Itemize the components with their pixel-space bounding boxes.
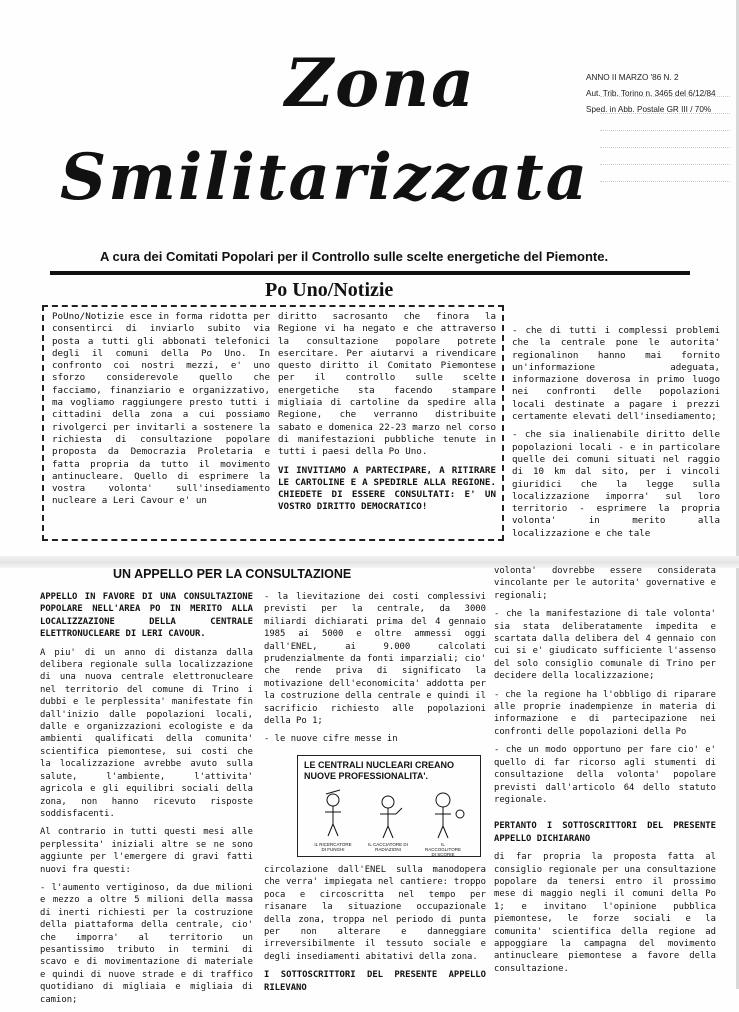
masthead-tagline: A cura dei Comitati Popolari per il Controllo sulle scelte energetiche del Piemonte.	[100, 249, 609, 264]
cartoon-caption: LE CENTRALI NUCLEARI CREANO NUOVE PROFESSIONALITA'.	[304, 760, 454, 781]
cartoon-label-2: IL CACCIATORE DI RADIAZIONI	[368, 842, 408, 852]
masthead-title-smilitarizzata: Smilitarizzata	[60, 140, 590, 215]
cartoon-label-3: IL RACCOGLITORE DI SCORIE	[425, 842, 461, 857]
right-top-col	[512, 325, 720, 546]
appeal-col-1-p1: A piu' di un anno di distanza dalla delibera regionale sulla localizzazione di una nuova centrale elettronucleare nel territorio del comune di Trino i dubbi e le perplessita' manifestate fin dall'inizio dalle popolazioni locali, dalle e organizzazioni ecologiste e da ambienti qualificati della comunita' scientifica piemontese, sui costi che la localizzazione avrebbe avuto sulla salute, l'ambiente, l'attivita' agricola e gli equilibri sociali della zona, non hanno ricevuto risposte soddisfacenti.	[40, 647, 253, 819]
appeal-col-2-bottom	[264, 864, 486, 1000]
cartoon-illustration	[297, 755, 481, 857]
notice-col-2-callout: VI INVITIAMO A PARTECIPARE, A RITIRARE LE CARTOLINE E A SPEDIRLE ALLA REGIONE. CHIEDETE DI ESSERE CONSULTATI: E' UN VOSTRO DIRITTO DEMOCRATICO!	[278, 464, 496, 513]
appeal-col-3-p5: di far propria la proposta fatta al consiglio regionale per una consultazione popolare da tenersi entro il prossimo mese di maggio negli il comuni della Po 1; e invitano l'opinione pubblica piemontese, le forze sociali e la comunita' scientifica della regione ad appoggiare la campagna del movimento antinucleare piemontese a favore della consultazione.	[494, 852, 716, 974]
cartoon-figures	[298, 756, 480, 856]
appeal-col-3	[494, 565, 716, 981]
appeal-col-3-p2: - che la regione ha l'obbligo di riparare alle proprie inadempienze in materia di informazione e di partecipazione nei confronti delle popolazioni della Po	[494, 689, 716, 737]
notice-col-2-text: diritto sacrosanto che finora la Regione vi ha negato e che attraverso la consultazione popolare potrete esercitare. Per aiutarvi a rivendicare questo diritto il Comitato Piemontese per il controllo sulle scelte energetiche sta facendo stampare migliaia di cartoline da spedire alla Regione, che verranno distribuite sabato e domenica 22-23 marzo nel corso di manifestazioni pubbliche tenute in tutti i paesi della Po Uno.	[278, 311, 496, 458]
appeal-col-2-p2: - le nuove cifre messe in	[264, 734, 398, 745]
issue-info	[586, 70, 716, 118]
figure-2	[380, 796, 402, 838]
figure-3	[435, 793, 464, 838]
notice-col-1	[52, 311, 270, 514]
appeal-col-3-p4: PERTANTO I SOTTOSCRITTORI DEL PRESENTE APPELLO DICHIARANO	[494, 821, 716, 844]
issue-postal: Sped. in Abb. Postale GR III / 70%	[586, 105, 712, 114]
appeal-col-3-p3: - che un modo opportuno per fare cio' e' quello di far ricorso agli stumenti di consultazione della volonta' popolare previsti dall'articolo 64 dello statuto regionale.	[494, 745, 716, 805]
issue-authorization: Aut. Trib. Torino n. 3465 del 6/12/84	[586, 89, 716, 98]
appeal-col-2-p3: circolazione dall'ENEL sulla manodopera che verra' impiegata nel cantiere: troppo poca e circoscritta nel tempo per risanare la situazione occupazionale della zona, troppa nel periodo di punta per non alterare e danneggiare irreversibilmente il tessuto sociale e degli insediamenti abitativi della zona.	[264, 865, 486, 962]
appeal-col-1-p3: - l'aumento vertiginoso, da due milioni e mezzo a oltre 5 milioni della massa di inerti richiesti per la costruzione della piattaforma della centrale, cio' che imporra' al territorio un pesantissimo tributo in termini di scavo e di movimentazione di materiale e quindi di nuove strade e di traffico quotidiano di migliaia e migliaia di camion;	[40, 882, 253, 1005]
section-title: Po Uno/Notizie	[265, 279, 394, 301]
appeal-heading: UN APPELLO PER LA CONSULTAZIONE	[113, 567, 352, 581]
cartoon-label-1: IL RICERCATORE DI FUNGHI	[314, 842, 352, 852]
appeal-col-2	[264, 591, 486, 752]
figure-1	[325, 790, 341, 836]
notice-col-1-text: PoUno/Notizie esce in forma ridotta per consentirci di inviarlo subito via posta a tutti gli abbonati telefonici degli il comuni della Po Uno. In confronto coi nostri mezzi, e' uno sforzo considerevole quello che facciamo, finanziario e organizzativo, ma vogliamo raggiungere presto tutti i cittadini della zona a cui possiamo rivolgerci per invitarli a sostenere la richiesta di consultazione popolare proposta da Democrazia Proletaria e fatta propria da tutto il movimento antinucleare. Quello di esprimere la vostra volonta' sull'insediamento nucleare a Leri Cavour e' un	[52, 311, 270, 507]
right-top-p1: - che di tutti i complessi problemi che la centrale pone le autorita' regionalinon hanno mai fornito un'informazione adeguata, informazione doverosa in primo luogo nei confronti delle popolazioni locali destinate a pagare i prezzi certamente elevati dell'insediamento;	[512, 325, 720, 423]
appeal-col-1	[40, 591, 253, 1012]
masthead-rule	[50, 271, 690, 275]
appeal-col-2-p1: - la lievitazione dei costi complessivi previsti per la centrale, da 3000 miliardi dichiarati prima del 4 gennaio 1985 ai 5000 e oltre ammessi oggi dall'ENEL, ai 9.000 calcolati prudenzialmente da fonti imparziali; cio' che rende priva di significato la motivazione dell'economicita' addotta per la costruzione della centrale e quindi il sacrificio richiesto alle popolazioni della Po 1;	[264, 592, 486, 727]
appeal-intro: APPELLO IN FAVORE DI UNA CONSULTAZIONE POPOLARE NELL'AREA PO IN MERITO ALLA LOCALIZZAZIONE DELLA CENTRALE ELETTRONUCLEARE DI LERI CAVOUR.	[40, 592, 253, 640]
notice-col-2	[278, 311, 496, 520]
appeal-col-1-p2: Al contrario in tutti questi mesi alle perplessita' iniziali altre se ne sono aggiunte per l'emergere di gravi fatti nuovi fra questi:	[40, 827, 253, 875]
right-top-p2: - che sia inalienabile diritto delle popolazioni locali - e in particolare quelle dei comuni situati nel raggio di 10 km dal sito, per i vincoli giuridici che la legge sulla localizzazione imporra' sul loro territorio - esprimere la propria volonta' in merito alla localizzazione e che tale	[512, 429, 720, 539]
appeal-col-3-p0: volonta' dovrebbe essere considerata vincolante per le autorita' governative e regionali;	[494, 566, 716, 601]
appeal-col-2-p4: I SOTTOSCRITTORI DEL PRESENTE APPELLO RILEVANO	[264, 970, 486, 993]
masthead-title-zona: Zona	[285, 44, 476, 122]
issue-number: ANNO II MARZO '86 N. 2	[586, 73, 679, 82]
appeal-col-3-p1: - che la manifestazione di tale volonta' sia stata deliberatamente impedita e scartata dalla delibera del 4 gennaio con cui si e' giudicato sufficiente l'assenso del solo consiglio comunale di Trino per decidere della localizzazione;	[494, 609, 716, 682]
